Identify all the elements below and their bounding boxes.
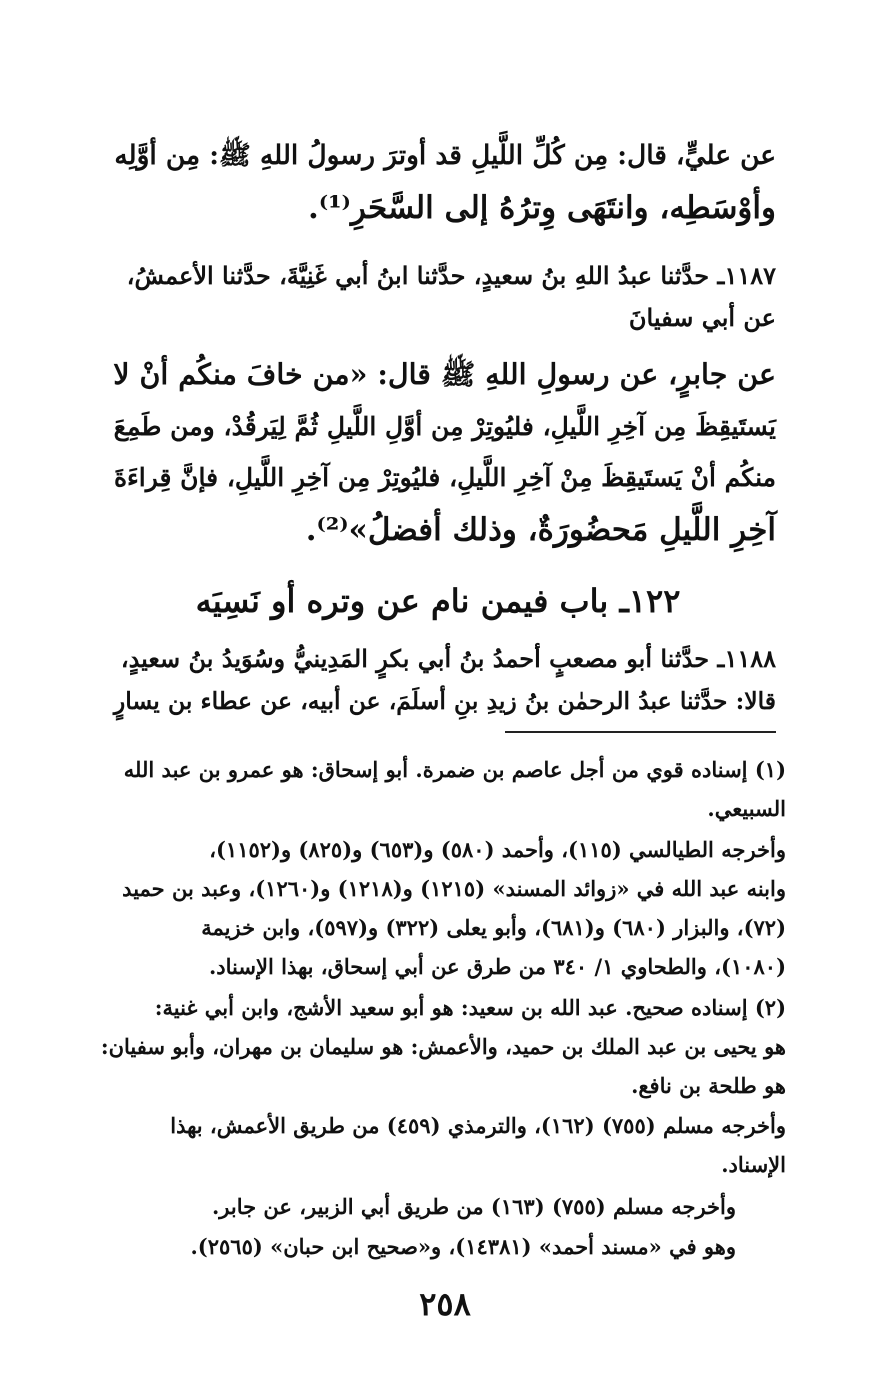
text-line: عن أبي سفيانَ — [628, 303, 776, 332]
text-line: وأوْسَطِه، وانتَهَى وِترُهُ إلى السَّحَرِ⁽¹⁾. — [308, 190, 776, 226]
text-line: عن جابرٍ، عن رسولِ اللهِ ﷺ قال: «من خافَ منكُم أنْ لا — [113, 357, 776, 391]
footnote-line: وهو في «مسند أحمد» (١٤٣٨١)، و«صحيح ابن حبان» (٢٥٦٥). — [190, 1234, 736, 1259]
footnote-line: هو طلحة بن نافع. — [631, 1073, 786, 1098]
text-line: قالا: حدَّثنا عبدُ الرحمٰن بنُ زيدِ بنِ أسلَمَ، عن أبيه، عن عطاء بن يسارٍ — [113, 687, 776, 715]
footnote-line: (٢) إسناده صحيح. عبد الله بن سعيد: هو أبو سعيد الأشج، وابن أبي غنية: — [154, 995, 786, 1020]
text-line: ١١٨٧ـ حدَّثنا عبدُ اللهِ بنُ سعيدٍ، حدَّثنا ابنُ أبي غَنِيَّةَ، حدَّثنا الأعمشُ، — [126, 261, 776, 290]
footnote-2 — [96, 988, 786, 1105]
footnote-line: وأخرجه مسلم (٧٥٥) (١٦٢)، والترمذي (٤٥٩) من طريق الأعمش، بهذا — [170, 1113, 786, 1138]
hadith-text-jabir — [100, 348, 776, 556]
footnote-line: الإسناد. — [721, 1152, 786, 1177]
footnote-line: (١) إسناده قوي من أجل عاصم بن ضمرة. أبو إسحاق: هو عمرو بن عبد الله — [123, 757, 786, 782]
footnote-line: السبيعي. — [707, 796, 786, 821]
text-line: ١١٨٨ـ حدَّثنا أبو مصعبٍ أحمدُ بنُ أبي بكرٍ المَدِينيُّ وسُوَيدُ بنُ سعيدٍ، — [120, 644, 776, 673]
footnote-2-muslim — [100, 1187, 736, 1226]
text-line: عن عليٍّ، قال: مِن كُلِّ اللَّيلِ قد أوترَ رسولُ اللهِ ﷺ: مِن أوَّلِه — [114, 140, 776, 171]
footnote-1-sources — [96, 830, 786, 986]
footnote-line: وأخرجه الطيالسي (١١٥)، وأحمد (٥٨٠) و(٦٥٣) و(٨٢٥) و(١١٥٢)، — [209, 837, 786, 862]
footnote-2-musnad — [100, 1227, 736, 1266]
chapter-heading: ١٢٢ـ باب فيمن نام عن وتره أو نَسِيَه — [195, 582, 681, 620]
hadith-1187-isnad — [100, 255, 776, 339]
footnote-separator — [505, 731, 776, 733]
hadith-1188-isnad — [100, 638, 776, 722]
page-number: ٢٥٨ — [419, 1285, 471, 1323]
footnote-line: هو يحيى بن عبد الملك بن حميد، والأعمش: هو سليمان بن مهران، وأبو سفيان: — [100, 1034, 786, 1059]
text-line: منكُم أنْ يَستَيقِظَ مِنْ آخِرِ اللَّيلِ، فليُوتِرْ مِن آخِرِ اللَّيلِ، فإنَّ قِراءَةَ — [113, 463, 776, 492]
footnote-1 — [96, 750, 786, 828]
text-line: يَستَيقِظَ مِن آخِرِ اللَّيلِ، فليُوتِرْ مِن أوَّلِ اللَّيلِ ثُمَّ لِيَرقُدْ، ومن طَمِعَ — [113, 411, 776, 441]
footnote-line: (٧٢)، والبزار (٦٨٠) و(٦٨١)، وأبو يعلى (٣٢٢) و(٥٩٧)، وابن خزيمة — [201, 915, 786, 940]
footnote-line: وابنه عبد الله في «زوائد المسند» (١٢١٥) و(١٢١٨) و(١٢٦٠)، وعبد بن حميد — [122, 876, 786, 901]
hadith-text-ali — [100, 130, 776, 234]
footnote-line: (١٠٨٠)، والطحاوي ١/ ٣٤٠ من طرق عن أبي إسحاق، بهذا الإسناد. — [209, 954, 786, 979]
text-line: آخِرِ اللَّيلِ مَحضُورَةٌ، وذلك أفضلُ»⁽²⁾. — [305, 512, 776, 548]
footnote-2-sources — [96, 1106, 786, 1184]
footnote-line: وأخرجه مسلم (٧٥٥) (١٦٣) من طريق أبي الزبير، عن جابر. — [211, 1194, 736, 1219]
